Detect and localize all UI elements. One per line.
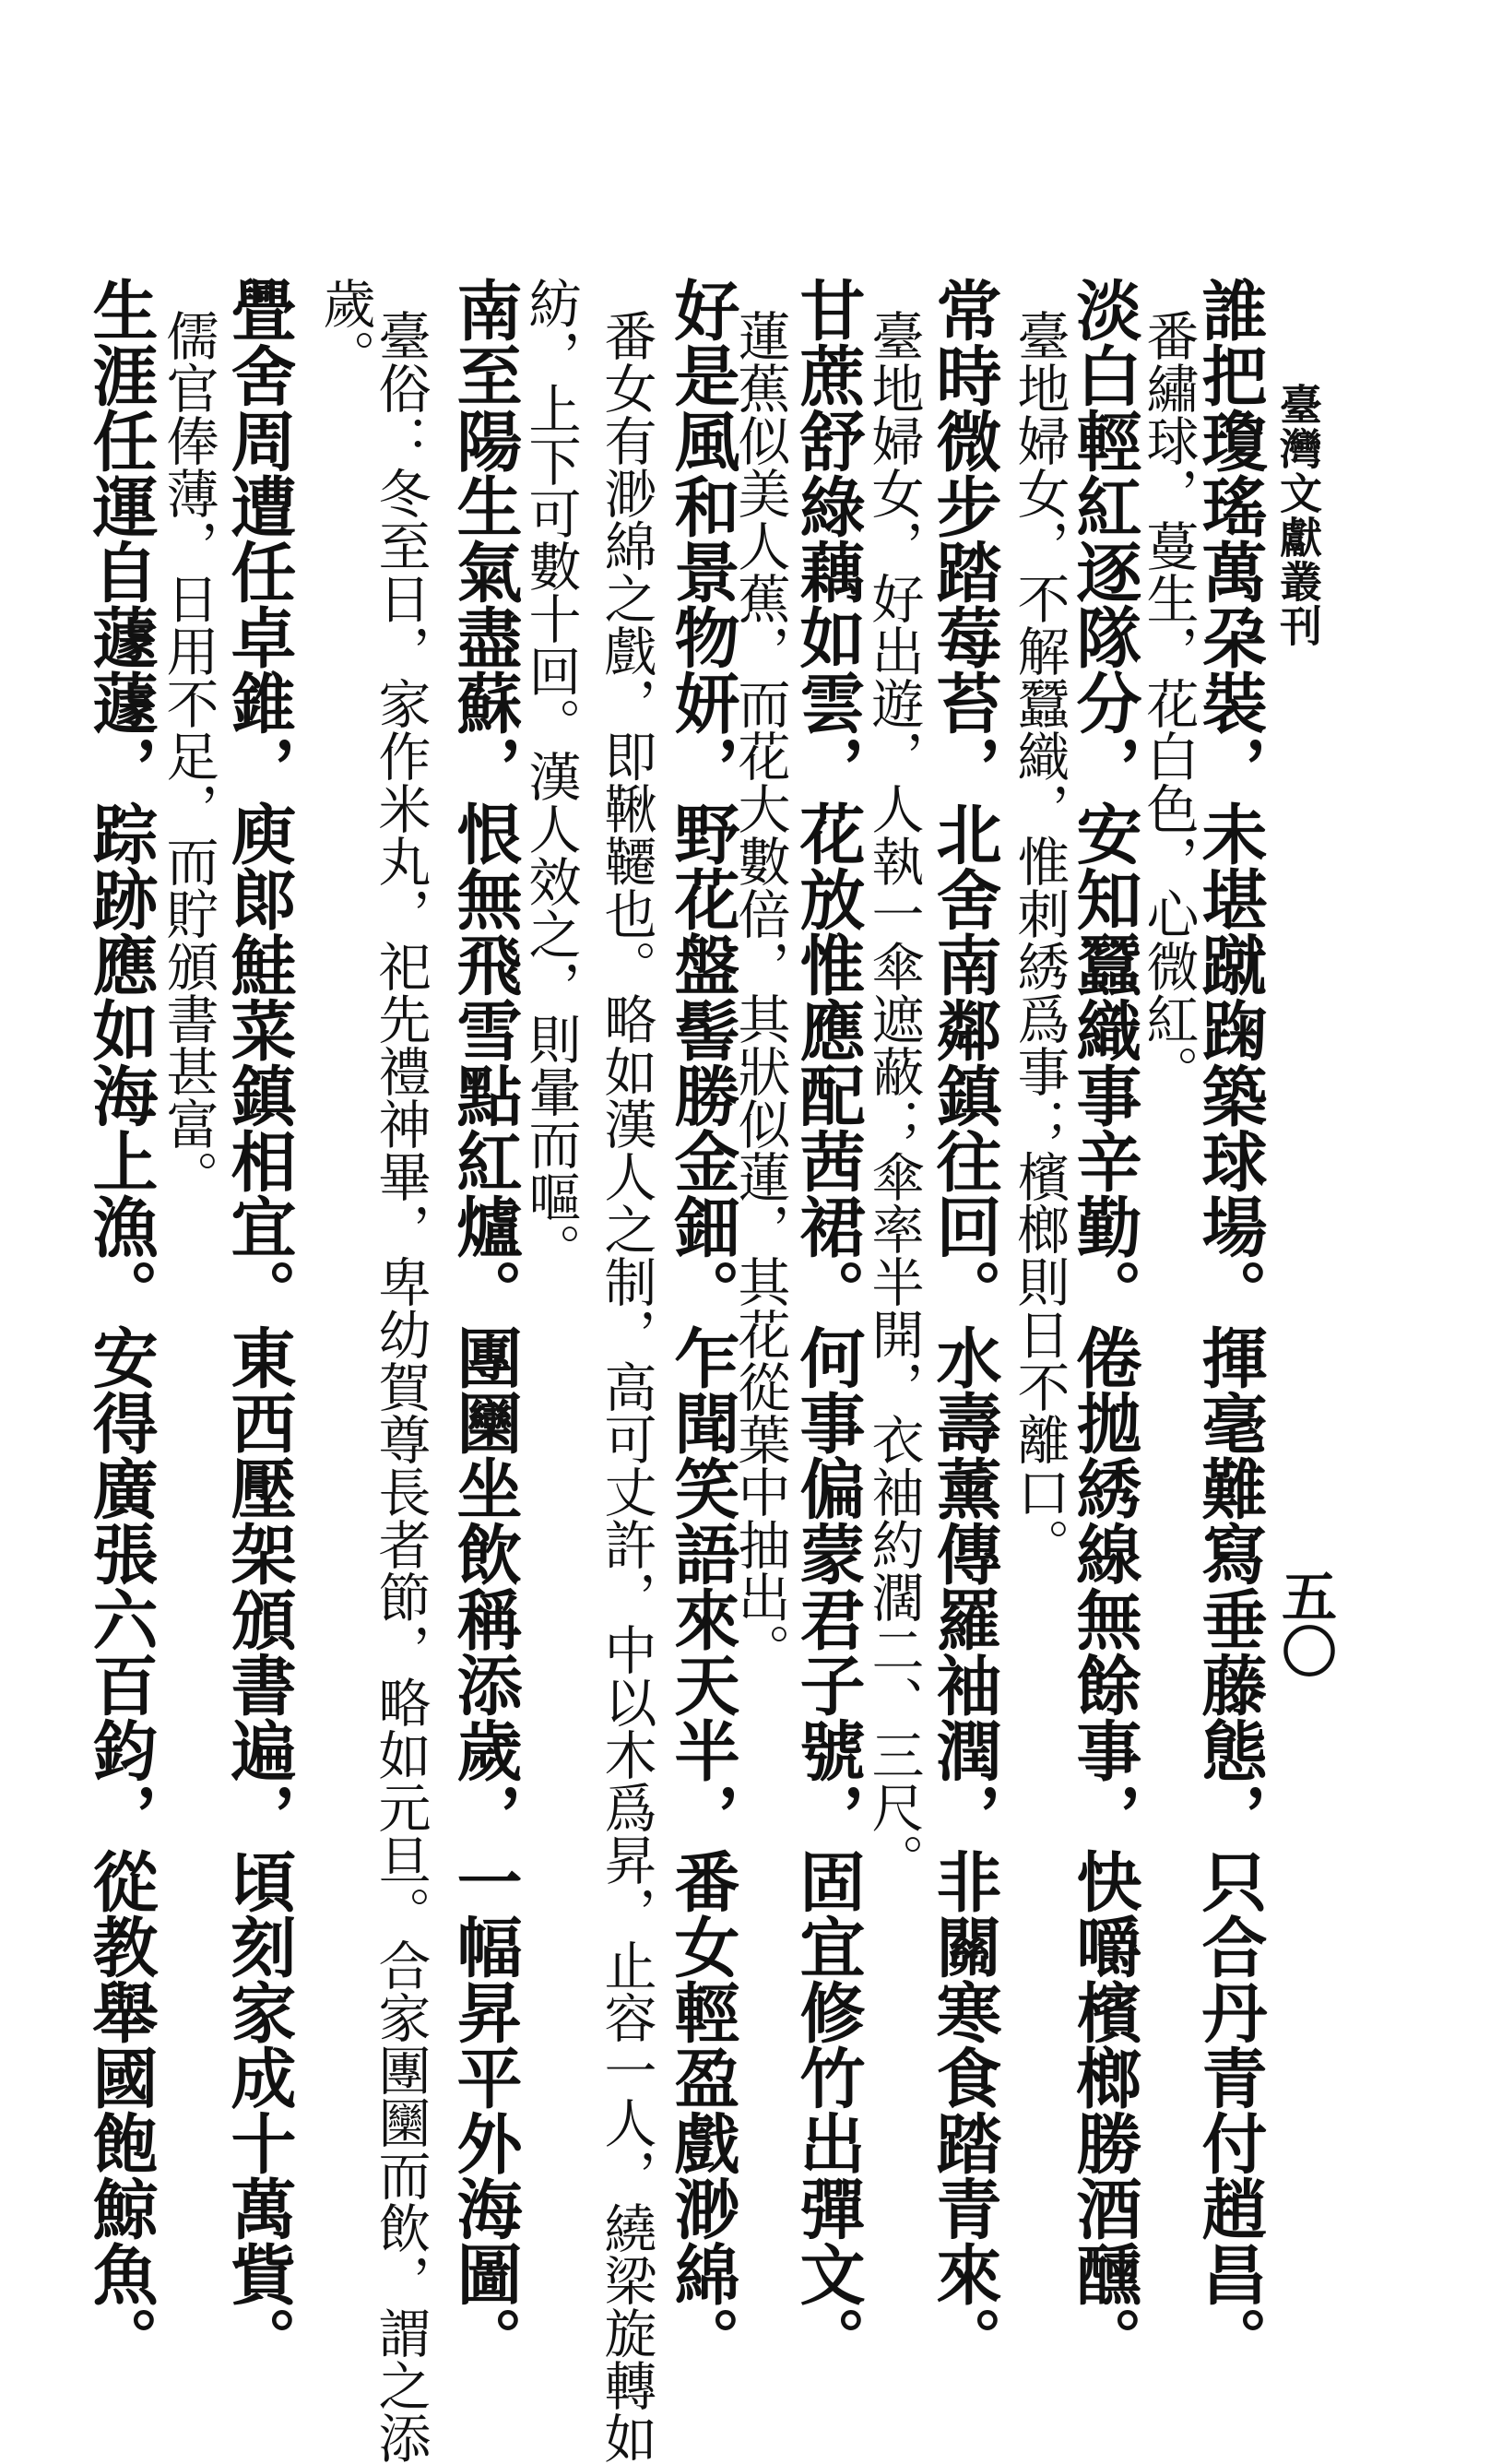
note-column-2: 臺地婦女，不解蠶織，惟刺綉爲事；檳榔則日不離口。 [1009,309,1070,1570]
note-column-5: 番女有渺綿之戲，即鞦韆也。略如漢人之制，高可丈許，中以木爲昇，止容一人，繞梁旋轉如 [596,309,656,2464]
verse-column-4: 甘蔗舒綠藕如雲，花放惟應配茜裙。何事偏蒙君子號，固宜修竹出彈文。 [789,277,867,2372]
note-column-4: 蓮蕉似美人蕉，而花大數倍，其狀似蓮，其花從葉中抽出。 [729,309,790,1676]
note-column-6: 臺俗：冬至日，家作米丸，祀先禮神畢，卑幼賀尊長者節，略如元旦。合家團圞而飲，謂之添 [370,309,431,2464]
verse-column-1: 誰把瓊瑤萬朶裝，未堪蹴踘築球場。揮毫難寫垂藤態，只合丹青付趙昌。 [1191,277,1269,2372]
verse-column-3: 常時微步踏莓苔，北舍南鄰鎮往回。水壽薰傳羅袖潤，非關寒食踏青來。 [926,277,1003,2372]
note-column-6-continued: 歲。 [314,277,375,382]
verse-column-5: 好是風和景物妍，野花盤髻勝金鈿。乍聞笑語來天半，番女輕盈戲渺綿。 [664,277,741,2372]
running-title: 臺灣文獻叢刊 [1273,383,1323,648]
note-column-5-continued: 紡，上下可數十回。漢人效之，則暈而嘔。 [520,277,581,1275]
verse-column-2: 淡白輕紅逐隊分，安知蠶織事辛勤。倦拋綉線無餘事，快嚼檳榔勝酒醺。 [1066,277,1143,2372]
page-number: 五〇 [1272,1568,1337,1678]
note-column-3: 臺地婦女，好出遊，人執一傘遮蔽；傘率半開，衣袖約濶二、三尺。 [863,309,924,1886]
verse-column-6: 南至陽生氣盡蘇，恨無飛雪點紅爐。團圞坐飲稱添歲，一幅昇平外海圖。 [446,277,524,2372]
note-column-7: 儒官俸薄，日用不足，而貯頒書甚富。 [158,309,219,1202]
note-column-1: 番繡球，蔓生，花白色，心微紅。 [1138,309,1199,1097]
verse-column-8: 生涯任運自蘧蘧，踪跡應如海上漁。安得廣張六百鈞，從教舉國飽鯨魚。 [82,277,160,2372]
verse-column-7: 舋舍周遭任卓錐，庾郞鮭菜鎮相宜。東西壓架頒書遍，頃刻家成十萬貲。 [220,277,298,2372]
